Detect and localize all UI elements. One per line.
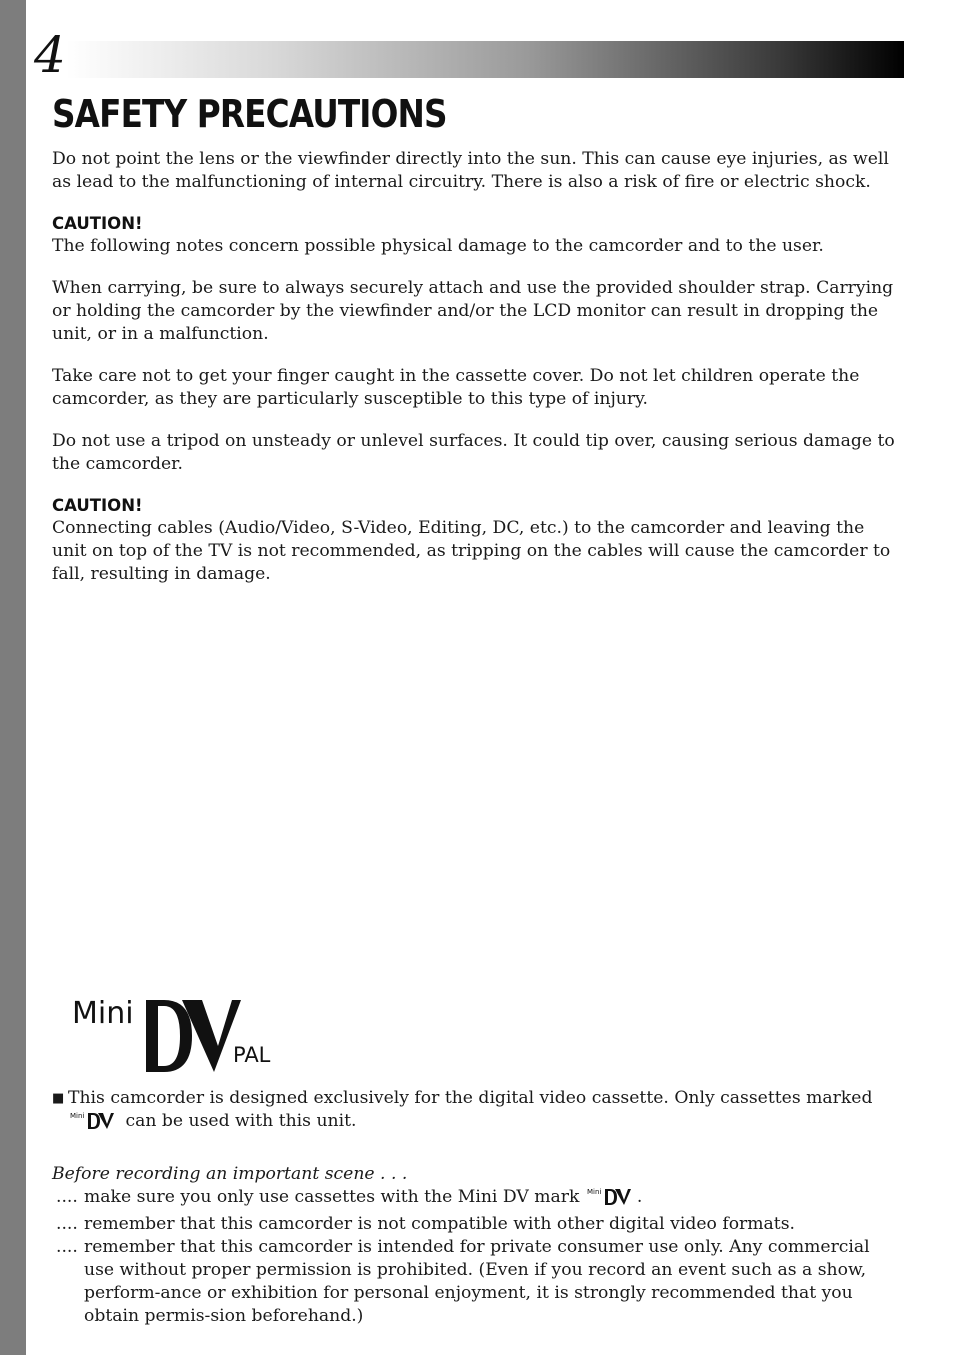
list-item-text: remember that this camcorder is not compatible with other digital video formats.	[84, 1214, 795, 1234]
square-bullet-icon: ■	[52, 1091, 65, 1106]
list-item-text: remember that this camcorder is intended for private consumer use only. Any commercial use without proper permission is prohibited. (Even if you record an event such as a show, perform-ance or exhibition for personal enjoyment, it is strongly recommended that you obtain permis-sion beforehand.)	[84, 1237, 870, 1326]
tripod-paragraph: Do not use a tripod on unsteady or unlevel surfaces. It could tip over, causing serious damage to the camcorder.	[52, 431, 895, 474]
caution-heading: CAUTION!	[52, 214, 143, 233]
caution-heading: CAUTION!	[52, 496, 143, 515]
bullet-text-end: can be used with this unit.	[125, 1111, 357, 1131]
carrying-paragraph: When carrying, be sure to always securely attach and use the provided shoulder strap. Carrying or holding the camcorder by the viewfinder and/or the LCD monitor can result in dropping the unit, or in a malfunction.	[52, 278, 894, 344]
intro-paragraph: Do not point the lens or the viewfinder directly into the sun. This can cause eye injuries, as well as lead to the malfunctioning of internal circuitry. There is also a risk of fire or electric shock.	[52, 149, 889, 192]
list-item	[52, 1186, 900, 1213]
caution-section-2	[52, 495, 900, 586]
cassette-notes	[52, 1087, 900, 1328]
dot-leader: ....	[56, 1214, 78, 1234]
logo-pal-text: PAL	[233, 1043, 271, 1067]
header-gradient-bar	[66, 41, 904, 78]
caution-paragraph: The following notes concern possible physical damage to the camcorder and to the user.	[52, 236, 824, 256]
bullet-item	[52, 1087, 900, 1137]
dot-leader: ....	[56, 1187, 78, 1207]
mini-dv-mark-label: Mini	[586, 1188, 602, 1196]
list-item-text: make sure you only use cassettes with the Mini DV mark	[84, 1187, 580, 1207]
mini-dv-pal-logo	[68, 996, 308, 1076]
bullet-text-start: This camcorder is designed exclusively for the digital video cassette. Only cassettes marked	[68, 1088, 873, 1108]
before-recording-heading: Before recording an important scene . . .	[52, 1164, 408, 1184]
cassette-cover-paragraph: Take care not to get your finger caught in the cassette cover. Do not let children operate the camcorder, as they are particularly susceptible to this type of injury.	[52, 366, 860, 409]
side-bar	[0, 0, 26, 1355]
mini-dv-mark-icon	[70, 1110, 118, 1137]
list-item	[52, 1236, 900, 1328]
mini-dv-mark-label: Mini	[70, 1112, 85, 1120]
list-item-end: .	[636, 1187, 643, 1207]
page-title: SAFETY PRECAUTIONS	[52, 92, 447, 136]
main-content	[52, 148, 900, 605]
logo-mini-text: Mini	[72, 996, 134, 1031]
mini-dv-mark-icon	[587, 1186, 635, 1213]
dot-leader: ....	[56, 1237, 78, 1257]
dv-logo-icon	[144, 998, 242, 1074]
caution-section-1	[52, 213, 900, 476]
cables-paragraph: Connecting cables (Audio/Video, S-Video, Editing, DC, etc.) to the camcorder and leaving the unit on top of the TV is not recommended, as tripping on the cables will cause the camcorder to fall, resulting in damage.	[52, 518, 891, 584]
page-number: 4	[34, 26, 66, 84]
list-item	[52, 1213, 900, 1236]
